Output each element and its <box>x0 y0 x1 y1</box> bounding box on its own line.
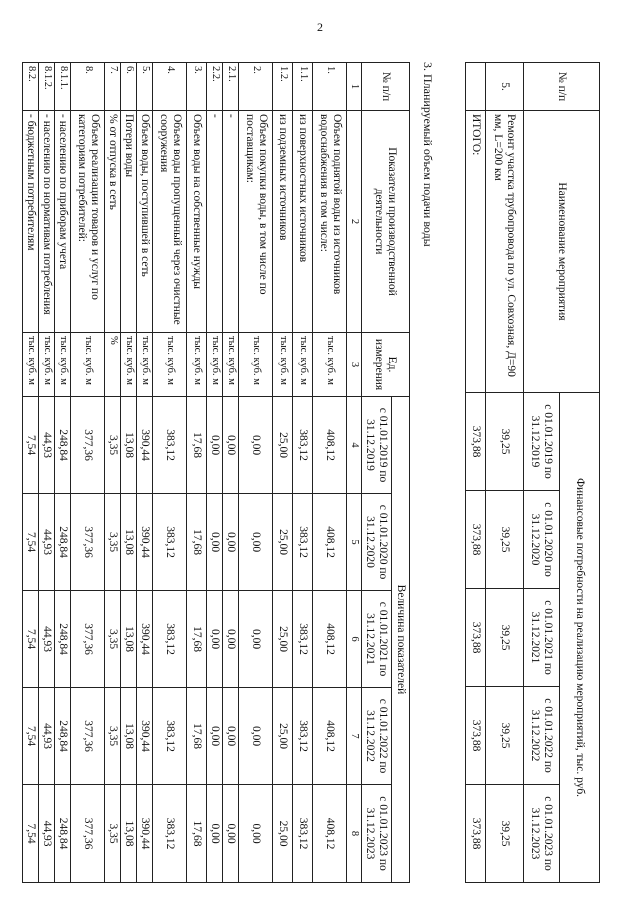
t2-cell-value: 383,12 <box>293 785 313 883</box>
t2-row <box>313 63 347 883</box>
t1-cell-value: 373,88 <box>466 589 486 687</box>
t1-cell-value: 373,88 <box>466 785 486 883</box>
t1-header-period: с 01.01.2019 по 31.12.2019 <box>524 393 560 491</box>
t2-colnum: 1 <box>347 63 362 111</box>
t2-cell-value: 25,00 <box>273 785 293 883</box>
t2-cell-value: 0,00 <box>239 397 273 494</box>
t2-cell-value: 25,00 <box>273 591 293 688</box>
t2-cell-unit: тыс. куб. м <box>39 333 55 397</box>
t2-colnum: 8 <box>347 785 362 883</box>
t2-cell-value: 377,36 <box>71 397 105 494</box>
t2-cell-value: 13,08 <box>121 591 137 688</box>
t2-cell-unit: тыс. куб. м <box>137 333 153 397</box>
t2-cell-value: 0,00 <box>223 397 239 494</box>
t2-cell-value: 408,12 <box>313 688 347 785</box>
t2-cell-value: 408,12 <box>313 397 347 494</box>
t2-cell-value: 390,44 <box>137 494 153 591</box>
t2-row <box>223 63 239 883</box>
t2-cell-value: 248,84 <box>55 494 71 591</box>
t2-cell-num: 5. <box>137 63 153 111</box>
t2-body <box>23 63 347 883</box>
t1-cell-name: Ремонт участка трубопровода по ул. Совхозная, Д=90 мм, L=200 км <box>486 111 524 393</box>
t2-colnum: 7 <box>347 688 362 785</box>
t2-cell-value: 383,12 <box>153 688 187 785</box>
t2-cell-name: Объем покупки воды, в том числе по поставщикам: <box>239 111 273 333</box>
t2-cell-value: 44,93 <box>39 688 55 785</box>
t1-cell-value: 39,25 <box>486 393 524 491</box>
t2-cell-unit: тыс. куб. м <box>239 333 273 397</box>
t2-colnum: 3 <box>347 333 362 397</box>
t2-cell-value: 377,36 <box>71 785 105 883</box>
t1-header-fin: Финансовые потребности на реализацию мероприятий, тыс. руб. <box>560 393 600 883</box>
t2-cell-value: 248,84 <box>55 397 71 494</box>
t2-colnum: 5 <box>347 494 362 591</box>
t2-cell-name: - <box>207 111 223 333</box>
t2-cell-num: 1. <box>313 63 347 111</box>
t2-row <box>23 63 39 883</box>
t2-cell-unit: % <box>105 333 121 397</box>
t2-header-period: с 01.01.2020 по 31.12.2020 <box>362 494 392 591</box>
t2-cell-num: 2. <box>239 63 273 111</box>
t1-cell-value: 373,88 <box>466 491 486 589</box>
t2-cell-value: 25,00 <box>273 688 293 785</box>
t2-header-period: с 01.01.2023 по 31.12.2023 <box>362 785 392 883</box>
t2-cell-value: 0,00 <box>239 785 273 883</box>
t2-cell-value: 44,93 <box>39 591 55 688</box>
t2-cell-value: 3,35 <box>105 591 121 688</box>
t2-cell-value: 17,68 <box>187 591 207 688</box>
t2-cell-name: Объем воды, поступившей в сеть <box>137 111 153 333</box>
t2-cell-unit: тыс. куб. м <box>223 333 239 397</box>
t2-cell-value: 3,35 <box>105 688 121 785</box>
t2-cell-num: 2.1. <box>223 63 239 111</box>
t2-cell-value: 408,12 <box>313 785 347 883</box>
t2-row <box>55 63 71 883</box>
t2-cell-num: 3. <box>187 63 207 111</box>
t2-cell-num: 8.1.1. <box>55 63 71 111</box>
t2-row <box>71 63 105 883</box>
t2-cell-value: 13,08 <box>121 494 137 591</box>
t2-row <box>207 63 223 883</box>
t1-header-period: с 01.01.2020 по 31.12.2020 <box>524 491 560 589</box>
t2-cell-num: 8.2. <box>23 63 39 111</box>
t2-cell-num: 6. <box>121 63 137 111</box>
t2-cell-unit: тыс. куб. м <box>293 333 313 397</box>
t2-cell-num: 1.1. <box>293 63 313 111</box>
t2-colnum: 2 <box>347 111 362 333</box>
t2-row <box>153 63 187 883</box>
t1-cell-num <box>466 63 486 111</box>
t2-cell-value: 7,54 <box>23 688 39 785</box>
t2-cell-value: 0,00 <box>207 494 223 591</box>
t2-cell-name: Объем поднятой воды из источников водоснабжения в том числе: <box>313 111 347 333</box>
t2-cell-value: 383,12 <box>153 494 187 591</box>
t2-cell-value: 408,12 <box>313 494 347 591</box>
t2-cell-value: 377,36 <box>71 688 105 785</box>
t2-cell-value: 383,12 <box>153 591 187 688</box>
t2-cell-num: 1.2. <box>273 63 293 111</box>
t2-cell-value: 13,08 <box>121 397 137 494</box>
t2-cell-value: 0,00 <box>239 688 273 785</box>
t2-cell-num: 4. <box>153 63 187 111</box>
t2-cell-value: 17,68 <box>187 397 207 494</box>
t1-cell-value: 39,25 <box>486 687 524 785</box>
t2-header-period: с 01.01.2021 по 31.12.2021 <box>362 591 392 688</box>
t2-cell-name: - <box>223 111 239 333</box>
t2-cell-value: 7,54 <box>23 591 39 688</box>
t2-row <box>239 63 273 883</box>
t2-cell-value: 13,08 <box>121 688 137 785</box>
t2-cell-value: 383,12 <box>153 785 187 883</box>
t2-cell-unit: тыс. куб. м <box>23 333 39 397</box>
t2-header-num: № п/п <box>362 63 410 111</box>
t2-cell-value: 390,44 <box>137 785 153 883</box>
t2-header-period: с 01.01.2019 по 31.12.2019 <box>362 397 392 494</box>
t2-cell-name: % от отпуска в сеть <box>105 111 121 333</box>
t1-header-num: № п/п <box>524 63 600 111</box>
t1-row <box>486 63 524 883</box>
t2-cell-value: 0,00 <box>207 785 223 883</box>
t2-cell-unit: тыс. куб. м <box>207 333 223 397</box>
t2-cell-value: 377,36 <box>71 494 105 591</box>
t2-cell-value: 17,68 <box>187 785 207 883</box>
t2-cell-value: 0,00 <box>223 591 239 688</box>
t2-cell-value: 248,84 <box>55 591 71 688</box>
t2-column-numbers <box>347 63 362 883</box>
t2-cell-value: 0,00 <box>239 591 273 688</box>
t2-cell-value: 383,12 <box>153 397 187 494</box>
t2-cell-value: 390,44 <box>137 397 153 494</box>
t2-cell-value: 377,36 <box>71 591 105 688</box>
t2-cell-value: 17,68 <box>187 494 207 591</box>
t2-cell-name: из поверхностных источников <box>293 111 313 333</box>
t2-row <box>39 63 55 883</box>
t2-cell-value: 0,00 <box>207 688 223 785</box>
t2-cell-value: 3,35 <box>105 397 121 494</box>
t2-cell-value: 44,93 <box>39 785 55 883</box>
t2-cell-value: 383,12 <box>293 591 313 688</box>
t2-cell-num: 8.1.2. <box>39 63 55 111</box>
t1-header-period: с 01.01.2021 по 31.12.2021 <box>524 589 560 687</box>
t2-cell-value: 17,68 <box>187 688 207 785</box>
t2-cell-value: 25,00 <box>273 494 293 591</box>
t1-cell-value: 373,88 <box>466 393 486 491</box>
t2-row <box>273 63 293 883</box>
t1-cell-num: 5. <box>486 63 524 111</box>
t2-cell-value: 44,93 <box>39 397 55 494</box>
t2-cell-value: 248,84 <box>55 688 71 785</box>
t2-cell-name: - населению по нормативам потребления <box>39 111 55 333</box>
t2-cell-name: Потери воды <box>121 111 137 333</box>
t2-header-unit: Ед. измерения <box>362 333 410 397</box>
t2-colnum: 4 <box>347 397 362 494</box>
t2-cell-value: 44,93 <box>39 494 55 591</box>
t2-cell-num: 8. <box>71 63 105 111</box>
t2-cell-value: 408,12 <box>313 591 347 688</box>
t2-cell-value: 7,54 <box>23 397 39 494</box>
t2-cell-unit: тыс. куб. м <box>71 333 105 397</box>
t2-row <box>105 63 121 883</box>
section-3-title: 3. Планируемый объем подачи воды <box>421 62 435 247</box>
t1-cell-value: 39,25 <box>486 785 524 883</box>
t2-cell-name: Объем воды на собственные нужды <box>187 111 207 333</box>
t1-row-total <box>466 63 486 883</box>
t2-cell-unit: тыс. куб. м <box>187 333 207 397</box>
t2-row <box>121 63 137 883</box>
t2-cell-unit: тыс. куб. м <box>121 333 137 397</box>
t2-cell-unit: тыс. куб. м <box>55 333 71 397</box>
t2-cell-value: 0,00 <box>207 397 223 494</box>
t2-cell-name: - бюджетным потребителям <box>23 111 39 333</box>
t2-row <box>137 63 153 883</box>
t2-cell-value: 0,00 <box>223 688 239 785</box>
t1-cell-name: ИТОГО: <box>466 111 486 393</box>
t2-cell-value: 0,00 <box>223 494 239 591</box>
t2-cell-value: 7,54 <box>23 785 39 883</box>
planned-water-supply-table <box>22 62 410 883</box>
t2-cell-name: - населению по приборам учета <box>55 111 71 333</box>
t2-cell-value: 3,35 <box>105 494 121 591</box>
t2-cell-value: 383,12 <box>293 494 313 591</box>
t2-cell-value: 383,12 <box>293 688 313 785</box>
t2-cell-value: 0,00 <box>239 494 273 591</box>
t1-header-period: с 01.01.2023 по 31.12.2023 <box>524 785 560 883</box>
t2-cell-name: Объем реализации товаров и услуг по категориям потребителей: <box>71 111 105 333</box>
financial-needs-table <box>465 62 600 883</box>
t2-header-indicator: Показатели производственной деятельности <box>362 111 410 333</box>
page-number: 2 <box>317 20 323 34</box>
t2-cell-name: Объем воды пропущенный через очистные сооружения <box>153 111 187 333</box>
t2-cell-value: 3,35 <box>105 785 121 883</box>
t1-cell-value: 373,88 <box>466 687 486 785</box>
t2-cell-value: 390,44 <box>137 688 153 785</box>
t1-header-name: Наименование мероприятия <box>524 111 600 393</box>
t2-cell-value: 7,54 <box>23 494 39 591</box>
t2-row <box>293 63 313 883</box>
t1-cell-value: 39,25 <box>486 491 524 589</box>
t2-cell-value: 390,44 <box>137 591 153 688</box>
t2-cell-unit: тыс. куб. м <box>273 333 293 397</box>
t2-cell-value: 13,08 <box>121 785 137 883</box>
t2-cell-value: 248,84 <box>55 785 71 883</box>
t2-cell-value: 25,00 <box>273 397 293 494</box>
t1-header-period: с 01.01.2022 по 31.12.2022 <box>524 687 560 785</box>
t2-cell-value: 383,12 <box>293 397 313 494</box>
t2-cell-name: из подземных источников <box>273 111 293 333</box>
t2-cell-num: 7. <box>105 63 121 111</box>
t2-cell-value: 0,00 <box>223 785 239 883</box>
t2-cell-value: 0,00 <box>207 591 223 688</box>
rotated-document-content <box>25 62 600 882</box>
t2-cell-unit: тыс. куб. м <box>153 333 187 397</box>
t2-cell-unit: тыс. куб. м <box>313 333 347 397</box>
t2-row <box>187 63 207 883</box>
t2-colnum: 6 <box>347 591 362 688</box>
t1-cell-value: 39,25 <box>486 589 524 687</box>
t2-header-period: с 01.01.2022 по 31.12.2022 <box>362 688 392 785</box>
t2-header-values-title: Величина показателей <box>392 397 410 883</box>
t2-cell-num: 2.2. <box>207 63 223 111</box>
